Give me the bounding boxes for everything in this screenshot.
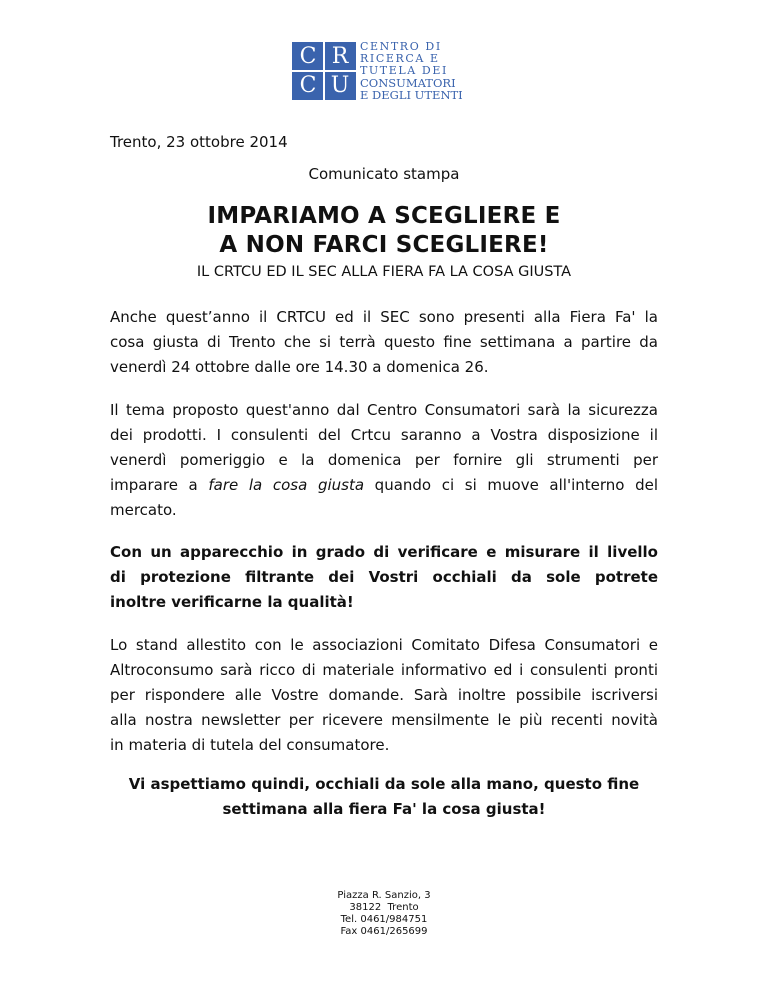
- press-date: Trento, 23 ottobre 2014: [110, 133, 288, 151]
- paragraph-line: alla nostra newsletter per ricevere mensilmente le più recenti novità: [110, 711, 658, 729]
- logo-letter: U: [330, 73, 350, 98]
- paragraph-intro: [110, 305, 658, 380]
- text-run: imparare a: [110, 476, 209, 494]
- paragraph-line: venerdì 24 ottobre dalle ore 14.30 a domenica 26.: [110, 358, 489, 376]
- footer-line: 38122 Trento: [349, 902, 419, 913]
- footer-line: Fax 0461/265699: [340, 926, 428, 937]
- paragraph-line: Il tema proposto quest'anno dal Centro Consumatori sarà la sicurezza: [110, 401, 658, 419]
- logo-line: TUTELA DEI: [360, 64, 448, 77]
- closing-line: Vi aspettiamo quindi, occhiali da sole alla mano, questo fine: [128, 775, 640, 793]
- footer-line: Piazza R. Sanzio, 3: [337, 890, 431, 901]
- headline: [0, 202, 768, 260]
- paragraph-line: [110, 473, 658, 498]
- closing-invitation: [0, 772, 768, 822]
- paragraph-line: di protezione filtrante dei Vostri occhiali da sole potrete: [110, 568, 658, 586]
- paragraph-theme: [110, 398, 658, 523]
- paragraph-stand: [110, 633, 658, 758]
- paragraph-line: Anche quest’anno il CRTCU ed il SEC sono presenti alla Fiera Fa' la: [110, 308, 658, 326]
- footer-address: [0, 890, 768, 938]
- logo-letter: C: [299, 44, 317, 69]
- subheadline: IL CRTCU ED IL SEC ALLA FIERA FA LA COSA GIUSTA: [196, 264, 572, 280]
- paragraph-line: cosa giusta di Trento che si terrà questo fine settimana a partire da: [110, 333, 658, 351]
- logo-wordmark: [360, 41, 463, 101]
- logo-letter: R: [331, 44, 349, 69]
- footer-line: Tel. 0461/984751: [340, 914, 428, 925]
- paragraph-line: mercato.: [110, 501, 177, 519]
- paragraph-highlight: [110, 540, 658, 615]
- paragraph-line: dei prodotti. I consulenti del Crtcu saranno a Vostra disposizione il: [110, 426, 658, 444]
- logo-line: E DEGLI UTENTI: [360, 88, 463, 102]
- paragraph-line: Lo stand allestito con le associazioni Comitato Difesa Consumatori e: [110, 636, 658, 654]
- logo-letter: C: [299, 73, 317, 98]
- logo-line: CENTRO DI: [360, 40, 442, 53]
- paragraph-line: per rispondere alle Vostre domande. Sarà inoltre possibile iscriversi: [110, 686, 658, 704]
- headline-line: A NON FARCI SCEGLIERE!: [219, 232, 549, 258]
- paragraph-line: venerdì pomeriggio e la domenica per fornire gli strumenti per: [110, 451, 658, 469]
- italic-phrase: fare la cosa giusta: [208, 476, 365, 494]
- headline-line: IMPARIAMO A SCEGLIERE E: [207, 203, 561, 229]
- text-run: quando ci si muove all'interno del: [364, 476, 659, 494]
- crtcu-logo: [292, 42, 472, 100]
- press-release-label: Comunicato stampa: [308, 165, 460, 183]
- paragraph-line: in materia di tutela del consumatore.: [110, 736, 390, 754]
- paragraph-line: Altroconsumo sarà ricco di materiale informativo ed i consulenti pronti: [110, 661, 658, 679]
- logo-cross-horizontal: [292, 70, 356, 72]
- logo-emblem: [292, 42, 356, 100]
- logo-line: RICERCA E: [360, 52, 440, 65]
- closing-line: settimana alla fiera Fa' la cosa giusta!: [222, 800, 546, 818]
- paragraph-line: Con un apparecchio in grado di verificare e misurare il livello: [110, 543, 658, 561]
- paragraph-line: inoltre verificarne la qualità!: [110, 593, 354, 611]
- logo-line: CONSUMATORI: [360, 76, 456, 90]
